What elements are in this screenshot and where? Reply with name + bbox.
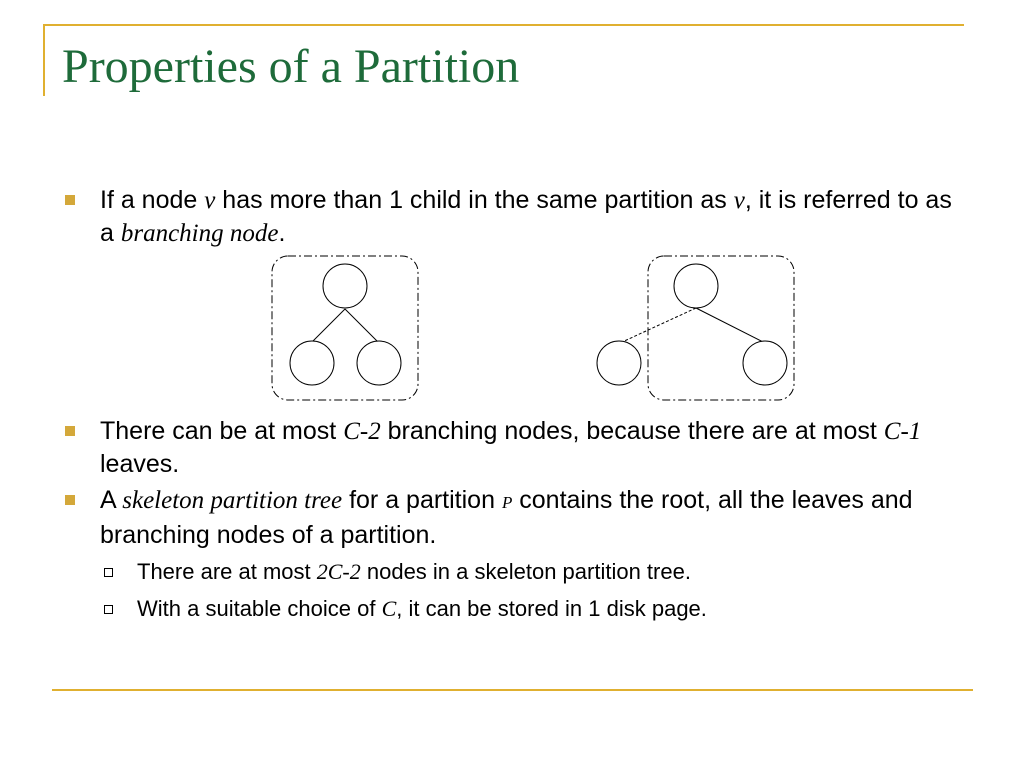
math-2c-minus-2: 2C-2 (316, 559, 361, 584)
bullet-text: If a node (100, 186, 205, 214)
subbullet-node-count (137, 557, 967, 587)
math-c-minus-2: C-2 (343, 418, 381, 445)
bullet-text: There are at most (137, 559, 317, 584)
root-node (323, 264, 367, 308)
math-v: v (733, 187, 745, 214)
bullet-text: contains the root, all the leaves and branching nodes of a partition. (100, 486, 913, 549)
bullet-marker-icon (65, 426, 75, 436)
child-node-inside (743, 341, 787, 385)
sub-bullet-marker-icon (104, 605, 113, 614)
bullet-text: A (100, 486, 123, 514)
edge-right-child (345, 309, 378, 342)
bullet-skeleton-tree (100, 484, 970, 551)
edge-dashed-outside-child (620, 308, 696, 343)
edge-left-child (312, 309, 345, 342)
child-node-outside (597, 341, 641, 385)
child-node-left (290, 341, 334, 385)
math-branching-node: branching node (120, 220, 279, 247)
subbullet-disk-page (137, 594, 967, 624)
bullet-text: . (278, 219, 286, 247)
bullet-text: leaves. (100, 450, 180, 478)
edge-inside-child (696, 308, 765, 343)
math-skeleton-partition-tree: skeleton partition tree (122, 487, 343, 514)
bullet-text: for a partition (342, 486, 502, 514)
bullet-text: With a suitable choice of (137, 596, 382, 621)
math-c: C (381, 596, 397, 621)
math-v: v (204, 187, 216, 214)
slide-title: Properties of a Partition (62, 40, 520, 93)
bullet-text: , it can be stored in 1 disk page. (396, 596, 707, 621)
bullet-text: There can be at most (100, 417, 344, 445)
left-partition-diagram (272, 256, 418, 400)
bullet-text: has more than 1 child in the same partition as (215, 186, 734, 214)
sub-bullet-marker-icon (104, 568, 113, 577)
root-node (674, 264, 718, 308)
bullet-branching-count (100, 415, 970, 480)
child-node-right (357, 341, 401, 385)
bullet-marker-icon (65, 495, 75, 505)
bullet-text: nodes in a skeleton partition tree. (360, 559, 691, 584)
bullet-text: branching nodes, because there are at most (380, 417, 884, 445)
bullet-text: , it is referred to as a (100, 186, 952, 247)
math-c-minus-1: C-1 (883, 418, 922, 445)
right-partition-diagram (597, 256, 794, 400)
math-p: P (501, 493, 513, 512)
